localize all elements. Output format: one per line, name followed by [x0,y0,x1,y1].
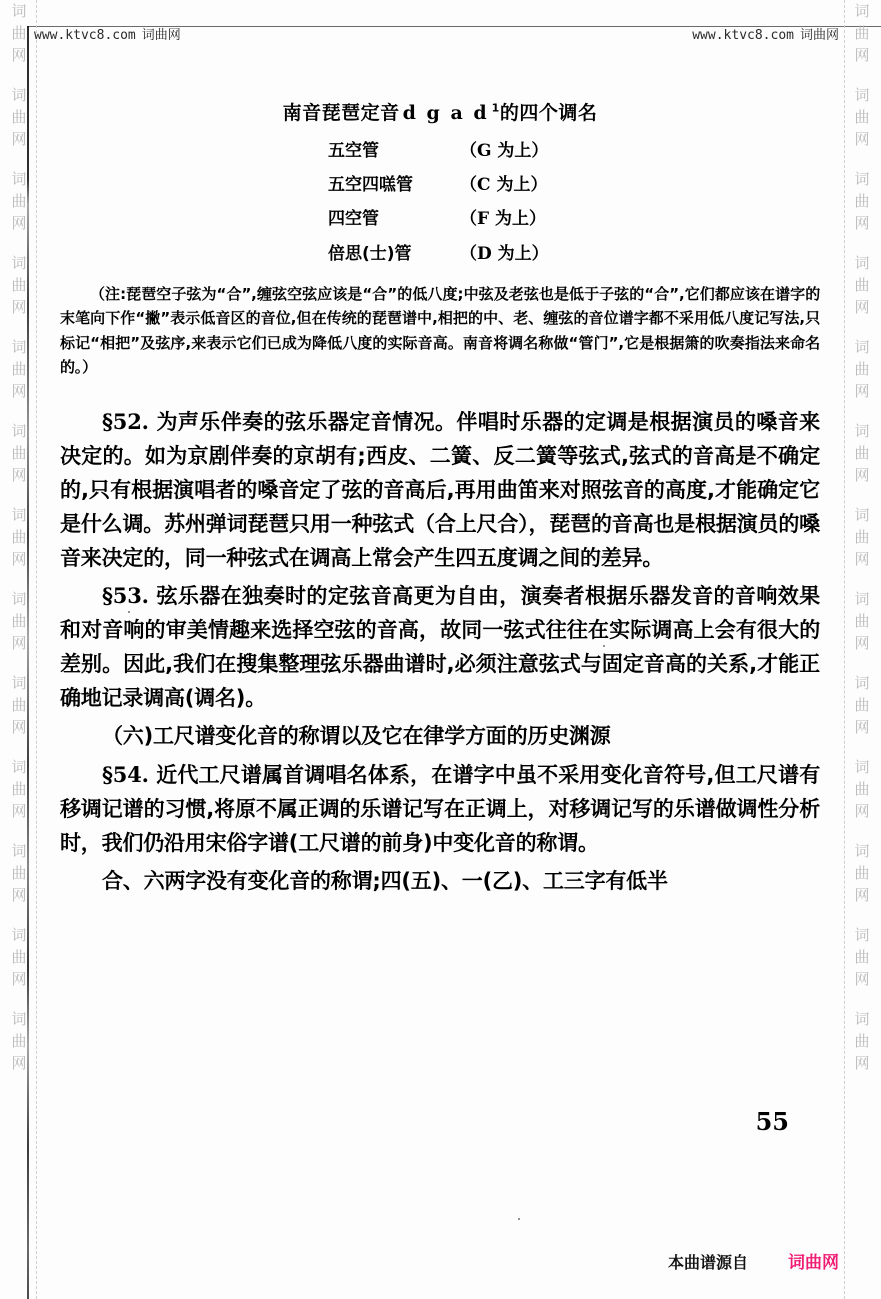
watermark-glyph-group [854,84,869,150]
watermark-glyph-group [854,924,869,990]
watermark-glyph: 曲 [11,1032,27,1050]
watermark-glyph: 曲 [854,108,870,126]
watermark-glyph: 曲 [11,192,27,210]
watermark-url-text: www.ktvc8.com [692,28,794,43]
watermark-glyph: 网 [11,970,27,988]
mode-name: 五空四㗝管 [328,174,413,195]
watermark-glyph: 曲 [854,612,870,630]
watermark-glyph: 曲 [854,948,870,966]
watermark-glyph-group [11,1008,26,1074]
watermark-glyph: 网 [11,1054,27,1072]
watermark-glyph: 网 [11,550,27,568]
watermark-column-left [2,0,36,1299]
watermark-glyph: 曲 [854,360,870,378]
watermark-glyph: 曲 [854,528,870,546]
title-prefix: 南音琵琶定音 [282,102,400,124]
body-paragraph [60,719,820,753]
page-number: 55 [755,1107,789,1136]
watermark-glyph: 曲 [11,360,27,378]
watermark-url-top-right [692,24,839,43]
watermark-glyph: 曲 [854,1032,870,1050]
watermark-glyph: 网 [854,802,870,820]
watermark-glyph: 网 [11,634,27,652]
body-paragraph [60,758,820,860]
mode-key: （F 为上） [460,209,546,230]
mode-name: 四空管 [328,209,379,230]
mode-key: （C 为上） [460,174,548,195]
paragraph-text: 合、六两字没有变化音的称谓;四(五)、一(乙)、工三字有低半 [102,868,668,893]
watermark-glyph: 词 [11,2,27,20]
watermark-glyph: 网 [854,634,870,652]
body-paragraph [60,405,820,575]
watermark-glyph: 曲 [11,696,27,714]
watermark-column-right [845,0,879,1299]
watermark-glyph-group [11,420,26,486]
watermark-glyph: 曲 [11,444,27,462]
watermark-glyph: 词 [854,674,870,692]
watermark-glyph-group [854,840,869,906]
watermark-glyph: 词 [11,1010,27,1028]
scan-speck [603,645,605,647]
watermark-glyph-group [11,504,26,570]
paragraph-text: 近代工尺谱属首调唱名体系，在谱字中虽不采用变化音符号,但工尺谱有移调记谱的习惯,将原不属正调的乐谱记写在正调上，对移调记写的乐谱做调性分析时，我们仍沿用宋俗字谱(工尺谱的前身)中变化音的称谓。 [60,762,820,855]
watermark-glyph-group [11,84,26,150]
watermark-glyph: 词 [11,254,27,272]
section-marker: §54. [102,761,149,787]
watermark-glyph-group [854,672,869,738]
watermark-glyph: 词 [854,758,870,776]
watermark-site-name: 词曲网 [799,28,839,43]
editor-note [60,282,820,379]
watermark-source-label: 本曲谱源自 [667,1253,748,1272]
watermark-glyph-group [11,588,26,654]
watermark-glyph: 网 [11,130,27,148]
watermark-glyph-group [854,0,869,66]
watermark-glyph: 网 [854,382,870,400]
watermark-glyph: 网 [854,130,870,148]
title-pitch-superscript: 1 [491,101,500,115]
watermark-glyph: 曲 [854,444,870,462]
watermark-glyph: 网 [854,550,870,568]
watermark-glyph: 词 [11,590,27,608]
watermark-glyph-group [11,756,26,822]
body-paragraph [60,864,820,898]
watermark-brand-label: 词曲网 [788,1253,839,1273]
watermark-glyph: 曲 [854,780,870,798]
watermark-glyph: 词 [854,842,870,860]
mode-key: （G 为上） [460,140,549,161]
mode-name-list [60,141,820,265]
watermark-glyph: 词 [854,2,870,20]
watermark-glyph-group [11,840,26,906]
watermark-glyph: 词 [11,758,27,776]
watermark-footer [668,1248,839,1273]
watermark-glyph-group [11,924,26,990]
watermark-glyph-group [11,252,26,318]
section-marker: §52. [102,409,149,435]
mode-name: 五空管 [328,140,379,161]
watermark-glyph: 曲 [854,864,870,882]
title-pitches: d g a d [402,102,489,124]
title-suffix: 的四个调名 [499,102,598,124]
body-paragraph [60,579,820,715]
watermark-glyph-group [11,0,26,66]
watermark-glyph-group [854,504,869,570]
watermark-glyph: 网 [11,886,27,904]
watermark-glyph: 网 [11,382,27,400]
mode-row [60,175,820,195]
mode-key: （D 为上） [460,243,549,264]
watermark-glyph: 词 [854,506,870,524]
mode-name: 倍思(士)管 [328,243,412,264]
scan-speck [128,611,130,613]
watermark-glyph: 曲 [11,24,27,42]
watermark-glyph: 曲 [854,696,870,714]
watermark-glyph: 词 [854,1010,870,1028]
paragraph-text: （六)工尺谱变化音的称谓以及它在律学方面的历史渊源 [102,724,611,749]
watermark-glyph: 网 [854,1054,870,1072]
watermark-glyph: 曲 [11,864,27,882]
editor-note-text: （注:琵琶空子弦为“合”,缠弦空弦应该是“合”的低八度;中弦及老弦也是低于子弦的“合”,它们都应该在谱字的末笔向下作“撇”表示低音区的音位,但在传统的琵琶谱中,相把的中、老、缠弦的音位谱字都不采用低八度记写法,只标记“相把”及弦序,来表示它们已成为降低八度的实际音高。南音将调名称做“管门”,它是根据箫的吹奏指法来命名的。） [60,285,820,377]
watermark-glyph: 网 [11,466,27,484]
watermark-glyph-group [854,1008,869,1074]
watermark-glyph-group [854,420,869,486]
watermark-glyph: 词 [11,506,27,524]
watermark-glyph: 词 [11,170,27,188]
watermark-glyph: 网 [854,970,870,988]
watermark-glyph: 曲 [11,948,27,966]
watermark-glyph: 词 [11,338,27,356]
watermark-glyph: 曲 [11,780,27,798]
watermark-glyph: 网 [854,466,870,484]
watermark-glyph: 网 [11,214,27,232]
watermark-dashed-line-left [36,0,37,1299]
watermark-glyph: 曲 [854,192,870,210]
scan-speck [518,1218,520,1220]
watermark-glyph: 网 [854,718,870,736]
body-paragraph-group [60,405,820,897]
watermark-glyph: 网 [854,886,870,904]
watermark-glyph-group [854,756,869,822]
watermark-glyph: 词 [854,338,870,356]
watermark-glyph: 网 [11,46,27,64]
watermark-dashed-line-right [844,0,845,1299]
watermark-glyph: 曲 [854,276,870,294]
mode-row [60,141,820,161]
watermark-glyph: 词 [854,926,870,944]
paragraph-text: 为声乐伴奏的弦乐器定音情况。伴唱时乐器的定调是根据演员的嗓音来决定的。如为京剧伴奏的京胡有;西皮、二簧、反二簧等弦式,弦式的音高是不确定的,只有根据演唱者的嗓音定了弦的音高后,再用曲笛来对照弦音的高度,才能确定它是什么调。苏州弹词琵琶只用一种弦式（合上尺合），琵琶的音高也是根据演员的嗓音来决定的，同一种弦式在调高上常会产生四五度调之间的差异。 [60,410,820,571]
watermark-glyph-group [854,168,869,234]
watermark-glyph: 词 [854,422,870,440]
watermark-glyph: 词 [11,926,27,944]
paragraph-text: 弦乐器在独奏时的定弦音高更为自由，演奏者根据乐器发音的音响效果和对音响的审美情趣来选择空弦的音高，故同一弦式往往在实际调高上会有很大的差别。因此,我们在搜集整理弦乐器曲谱时,必须注意弦式与固定音高的关系,才能正确地记录调高(调名)。 [60,584,820,711]
watermark-url-top-left [34,24,181,43]
watermark-glyph: 曲 [11,108,27,126]
watermark-glyph: 网 [854,214,870,232]
watermark-glyph-group [854,252,869,318]
watermark-site-name: 词曲网 [141,28,181,43]
watermark-glyph: 词 [854,86,870,104]
watermark-glyph: 曲 [11,612,27,630]
watermark-glyph-group [854,336,869,402]
watermark-glyph-group [854,588,869,654]
watermark-url-text: www.ktvc8.com [34,28,136,43]
watermark-glyph: 网 [11,718,27,736]
watermark-glyph-group [11,672,26,738]
mode-row [60,209,820,229]
watermark-glyph: 网 [854,298,870,316]
watermark-glyph: 网 [11,802,27,820]
watermark-glyph: 词 [11,842,27,860]
mode-row [60,244,820,264]
watermark-glyph-group [11,336,26,402]
watermark-glyph: 曲 [854,24,870,42]
watermark-glyph: 网 [11,298,27,316]
watermark-glyph: 词 [854,254,870,272]
watermark-glyph: 网 [854,46,870,64]
watermark-glyph: 词 [11,86,27,104]
page-title [60,100,820,127]
watermark-glyph: 词 [854,590,870,608]
watermark-glyph: 词 [11,422,27,440]
watermark-glyph: 曲 [11,276,27,294]
watermark-glyph: 曲 [11,528,27,546]
watermark-glyph-group [11,168,26,234]
watermark-glyph: 词 [854,170,870,188]
page-content [60,100,820,902]
watermark-glyph: 词 [11,674,27,692]
section-marker: §53. [102,583,149,609]
